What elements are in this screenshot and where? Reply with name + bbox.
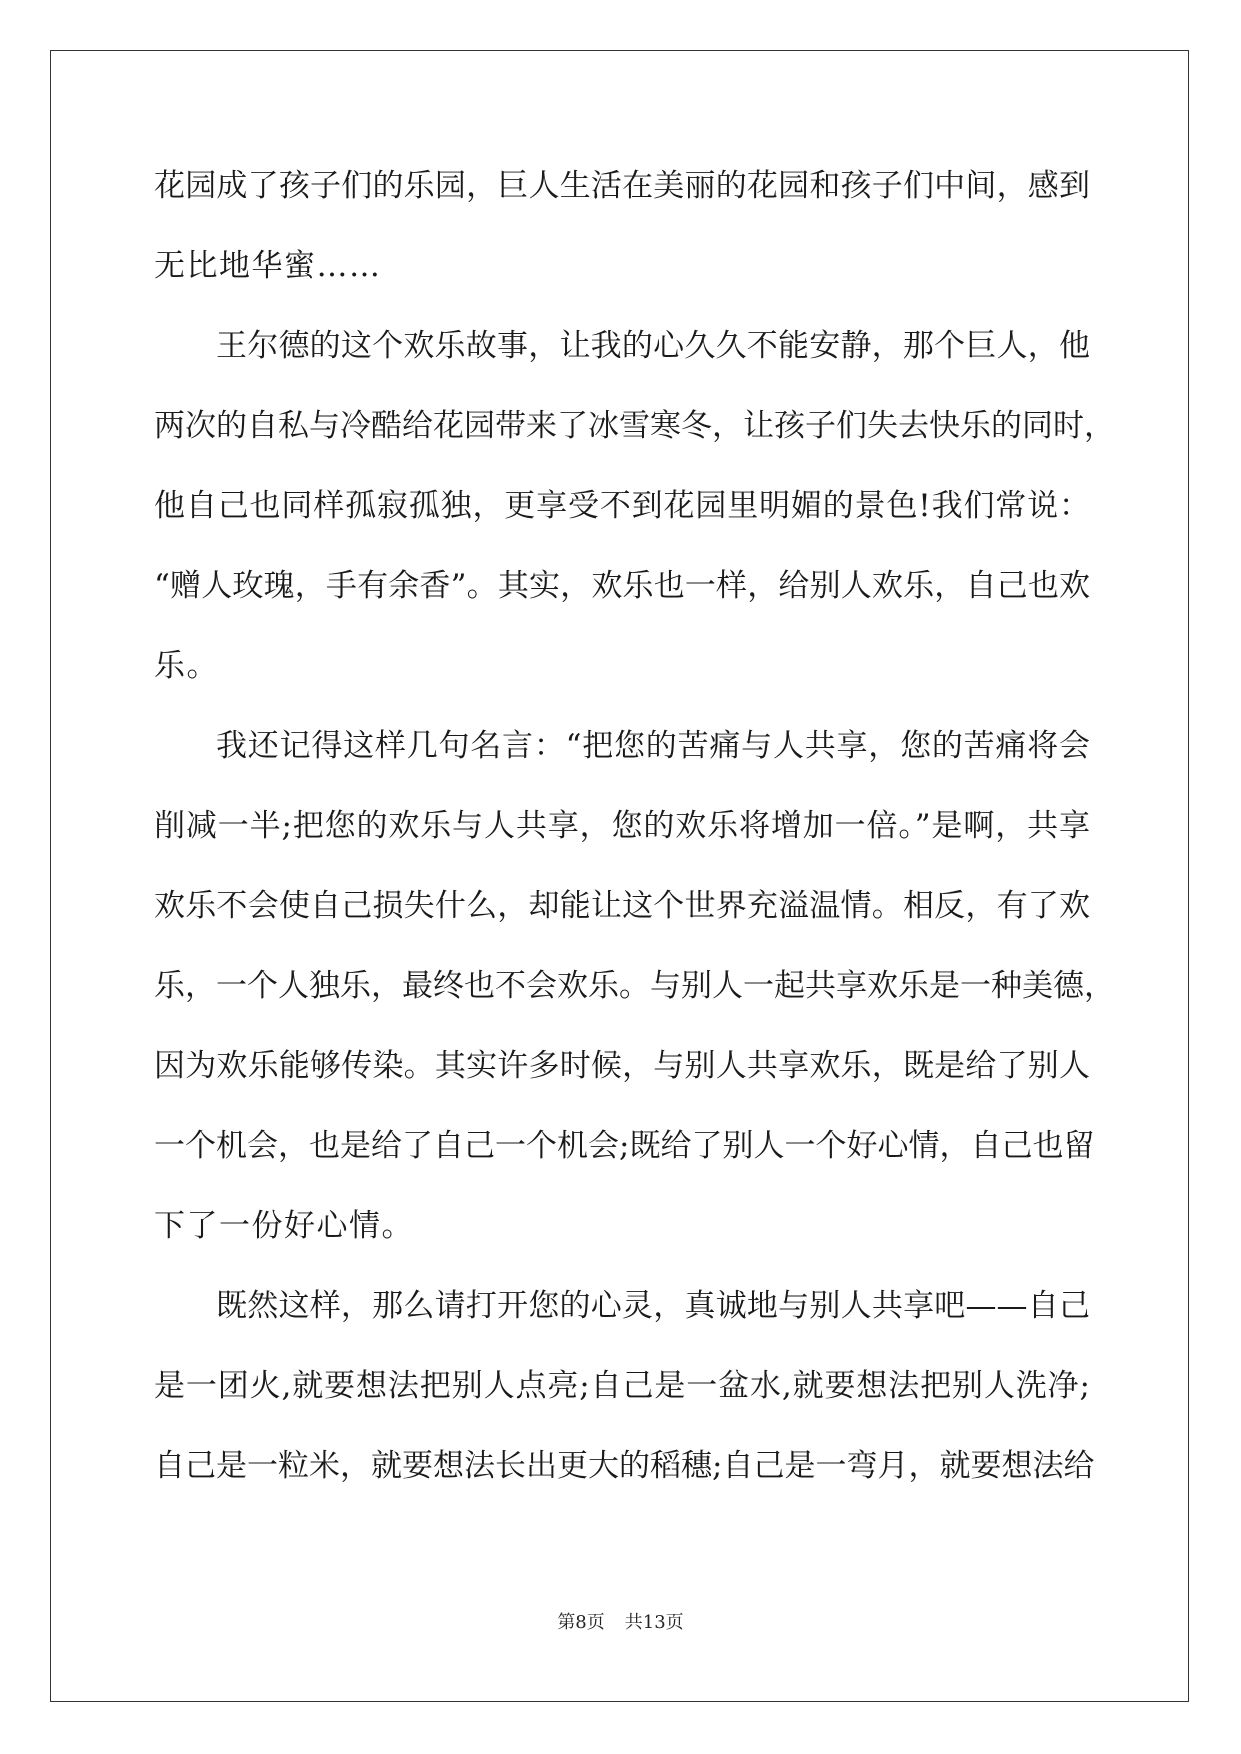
text-line: 他自己也同样孤寂孤独，更享受不到花园里明媚的景色!我们常说： <box>154 488 1090 524</box>
paragraph-start-line: 我还记得这样几句名言：“把您的苦痛与人共享，您的苦痛将会 <box>216 728 1090 764</box>
page-total: 共13页 <box>624 1612 684 1633</box>
document-body <box>154 146 1115 1506</box>
paragraph-start-line: 既然这样，那么请打开您的心灵，真诚地与别人共享吧——自己 <box>216 1288 1090 1324</box>
text-line: 乐，一个人独乐，最终也不会欢乐。与别人一起共享欢乐是一种美德， <box>154 968 1115 1004</box>
text-line: 一个机会，也是给了自己一个机会;既给了别人一个好心情，自己也留 <box>154 1128 1095 1164</box>
text-line: 是一团火,就要想法把别人点亮;自己是一盆水,就要想法把别人洗净; <box>154 1368 1090 1404</box>
text-line: 两次的自私与冷酷给花园带来了冰雪寒冬，让孩子们失去快乐的同时， <box>154 408 1115 444</box>
text-line: 无比地华蜜…… <box>154 248 382 284</box>
paragraph-start-line: 王尔德的这个欢乐故事，让我的心久久不能安静，那个巨人，他 <box>216 328 1090 364</box>
page-footer <box>0 1608 1241 1634</box>
text-line: 花园成了孩子们的乐园，巨人生活在美丽的花园和孩子们中间，感到 <box>154 168 1090 204</box>
text-line: 欢乐不会使自己损失什么，却能让这个世界充溢温情。相反，有了欢 <box>154 888 1090 924</box>
text-line: 因为欢乐能够传染。其实许多时候，与别人共享欢乐，既是给了别人 <box>154 1048 1090 1084</box>
text-line: 下了一份好心情。 <box>154 1208 414 1244</box>
text-line: 自己是一粒米，就要想法长出更大的稻穗;自己是一弯月，就要想法给 <box>154 1448 1095 1484</box>
text-line: 削减一半;把您的欢乐与人共享，您的欢乐将增加一倍。”是啊，共享 <box>154 808 1090 844</box>
page-number: 第8页 <box>557 1612 605 1633</box>
text-line: 乐。 <box>154 648 219 684</box>
text-line: “赠人玫瑰，手有余香”。其实，欢乐也一样，给别人欢乐，自己也欢 <box>154 568 1090 604</box>
